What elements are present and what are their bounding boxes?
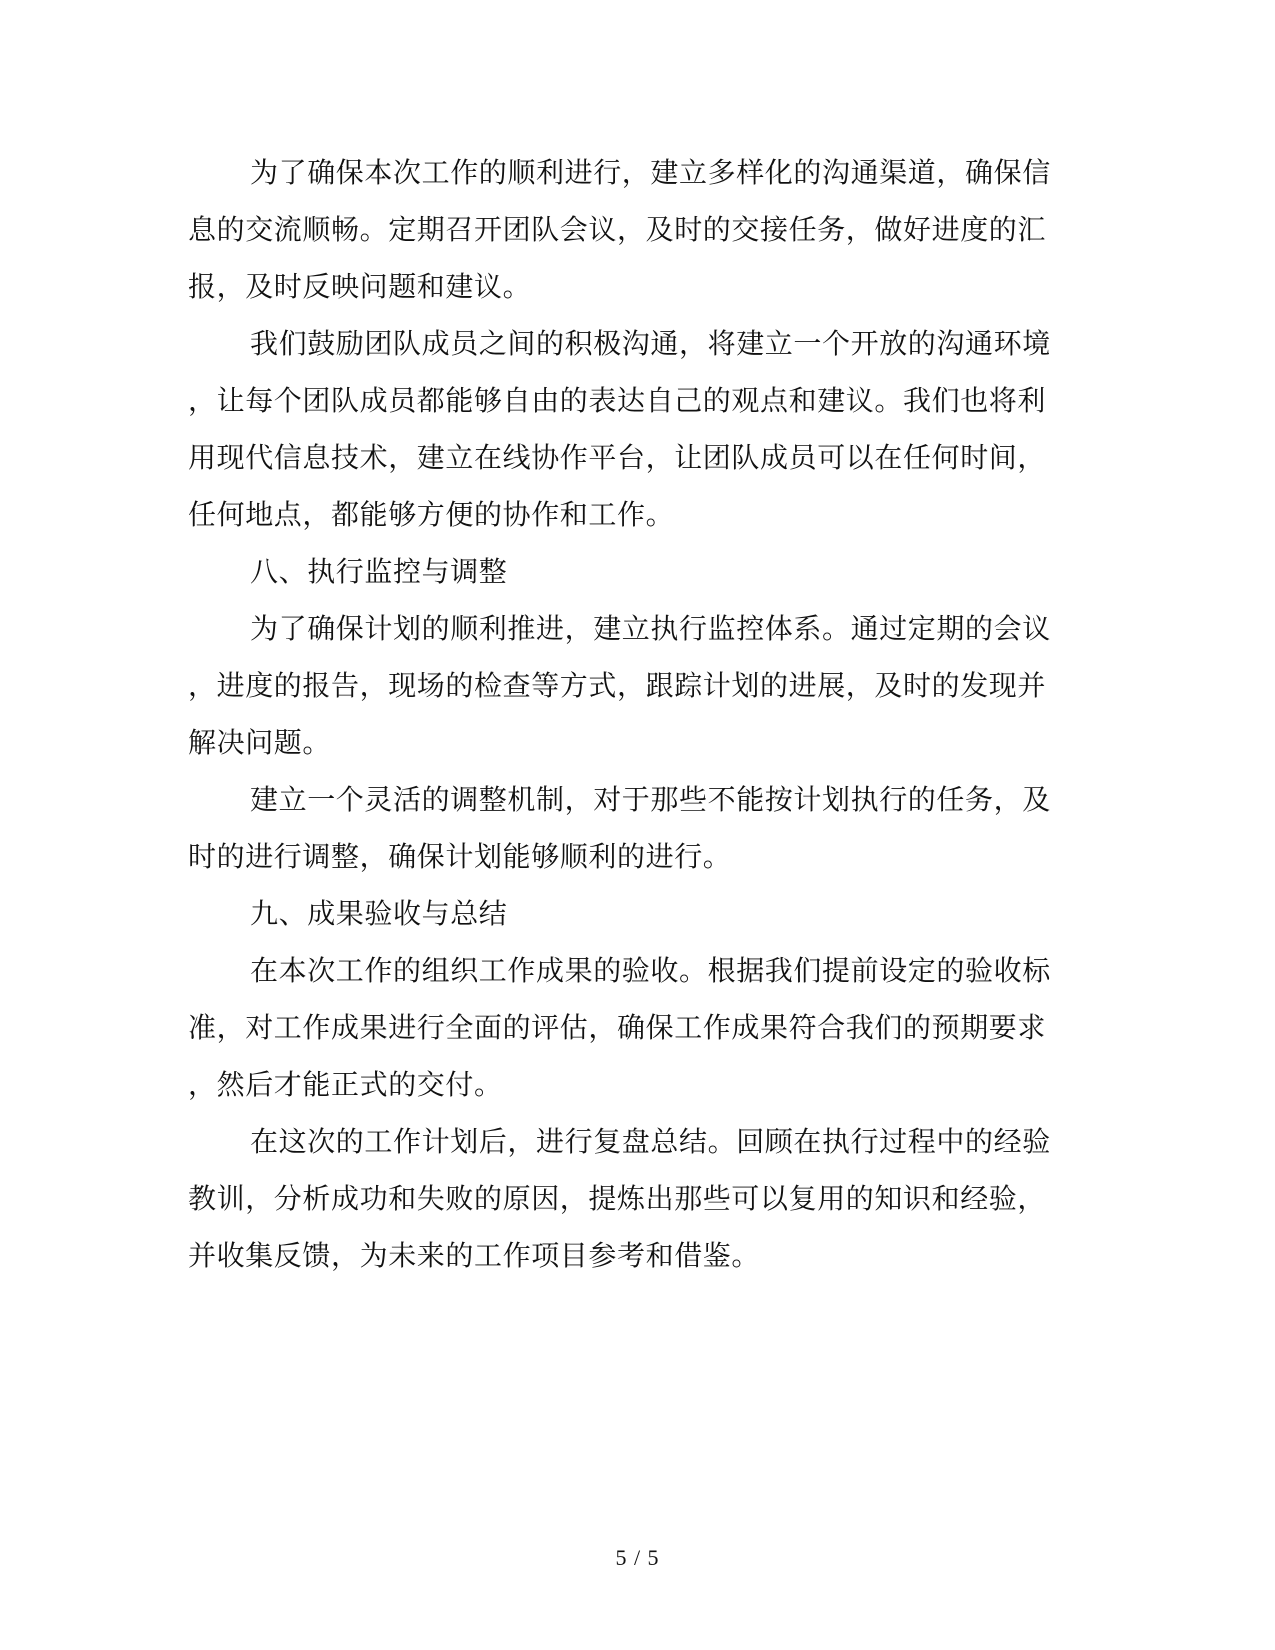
text-line: 为了确保计划的顺利推进，建立执行监控体系。通过定期的会议 [250,612,1051,645]
paragraph [188,771,1068,885]
text-line: 并收集反馈，为未来的工作项目参考和借鉴。 [188,1239,761,1272]
text-line: 息的交流顺畅。定期召开团队会议，及时的交接任务，做好进度的汇 [188,213,1047,246]
paragraph [188,600,1068,771]
section-heading-9 [188,885,1068,942]
text-line: 报，及时反映问题和建议。 [188,270,532,303]
text-line: ，进度的报告，现场的检查等方式，跟踪计划的进展，及时的发现并 [188,669,1047,702]
paragraph [188,942,1068,1113]
text-line: 为了确保本次工作的顺利进行，建立多样化的沟通渠道，确保信 [250,156,1051,189]
text-line: 准，对工作成果进行全面的评估，确保工作成果符合我们的预期要求 [188,1011,1047,1044]
text-line: 用现代信息技术，建立在线协作平台，让团队成员可以在任何时间， [188,441,1047,474]
text-line: 时的进行调整，确保计划能够顺利的进行。 [188,840,732,873]
heading-text: 九、成果验收与总结 [250,897,508,930]
paragraph [188,315,1068,543]
heading-text: 八、执行监控与调整 [250,555,508,588]
paragraph [188,144,1068,315]
text-line: 在这次的工作计划后，进行复盘总结。回顾在执行过程中的经验 [250,1125,1051,1158]
text-line: 教训，分析成功和失败的原因，提炼出那些可以复用的知识和经验， [188,1182,1047,1215]
text-line: ，让每个团队成员都能够自由的表达自己的观点和建议。我们也将利 [188,384,1047,417]
document-body [188,144,1068,1284]
text-line: ，然后才能正式的交付。 [188,1068,503,1101]
text-line: 在本次工作的组织工作成果的验收。根据我们提前设定的验收标 [250,954,1051,987]
text-line: 我们鼓励团队成员之间的积极沟通，将建立一个开放的沟通环境 [250,327,1051,360]
text-line: 建立一个灵活的调整机制，对于那些不能按计划执行的任务，及 [250,783,1051,816]
text-line: 任何地点，都能够方便的协作和工作。 [188,498,675,531]
page-number: 5 / 5 [615,1545,660,1570]
text-line: 解决问题。 [188,726,332,759]
paragraph [188,1113,1068,1284]
section-heading-8 [188,543,1068,600]
